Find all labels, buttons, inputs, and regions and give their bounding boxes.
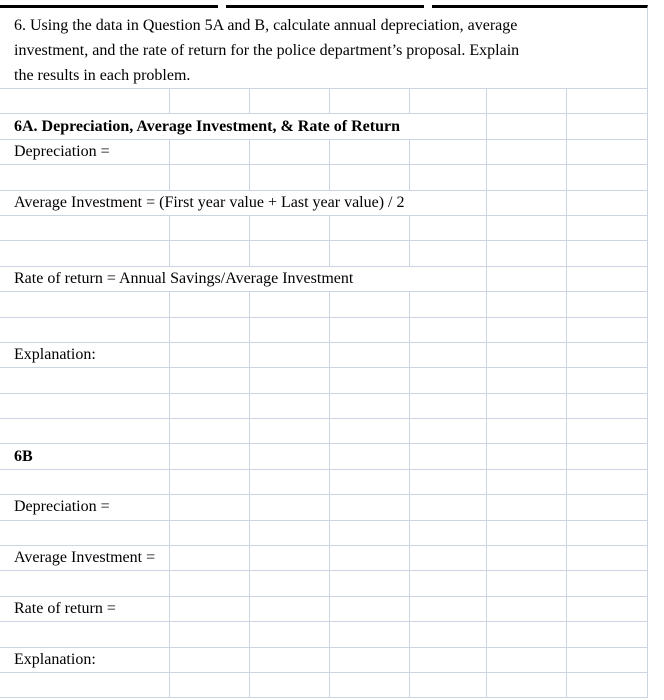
empty-cell[interactable]: [567, 622, 648, 646]
empty-cell[interactable]: [567, 343, 648, 367]
empty-cell[interactable]: [170, 444, 250, 468]
empty-cell[interactable]: [0, 571, 170, 595]
empty-cell[interactable]: [330, 444, 410, 468]
empty-cell[interactable]: [487, 165, 567, 189]
label-cell[interactable]: [0, 597, 170, 621]
empty-cell[interactable]: [330, 318, 410, 342]
grid-row: [0, 216, 648, 241]
grid-row: [0, 267, 648, 292]
question-line: 6. Using the data in Question 5A and B, calculate annual depreciation, average: [14, 17, 518, 34]
empty-cell[interactable]: [487, 571, 567, 595]
empty-cell[interactable]: [410, 343, 487, 367]
empty-cell[interactable]: [170, 292, 250, 316]
empty-cell[interactable]: [567, 89, 648, 113]
empty-cell[interactable]: [410, 546, 487, 570]
empty-cell[interactable]: [0, 89, 170, 113]
empty-cell[interactable]: [250, 241, 330, 265]
empty-cell[interactable]: [250, 597, 330, 621]
empty-cell[interactable]: [487, 241, 567, 265]
empty-cell[interactable]: [487, 343, 567, 367]
empty-cell[interactable]: [250, 444, 330, 468]
empty-cell[interactable]: [567, 318, 648, 342]
empty-cell[interactable]: [567, 216, 648, 240]
empty-cell[interactable]: [487, 318, 567, 342]
label-cell[interactable]: [0, 140, 170, 164]
grid-row: [0, 191, 648, 216]
grid-row: [0, 165, 648, 190]
empty-cell[interactable]: [410, 648, 487, 672]
empty-cell[interactable]: [410, 673, 487, 697]
empty-cell[interactable]: [170, 597, 250, 621]
empty-cell[interactable]: [487, 292, 567, 316]
empty-cell[interactable]: [0, 216, 170, 240]
cell-text: Average Investment =: [14, 549, 156, 567]
empty-cell[interactable]: [567, 165, 648, 189]
empty-cell[interactable]: [170, 368, 250, 392]
grid-row: [0, 140, 648, 165]
empty-cell[interactable]: [410, 597, 487, 621]
cell-text: Explanation:: [14, 346, 96, 364]
empty-cell[interactable]: [487, 444, 567, 468]
empty-cell[interactable]: [567, 140, 648, 164]
empty-cell[interactable]: [330, 495, 410, 519]
empty-cell[interactable]: [410, 495, 487, 519]
grid-row: [0, 444, 648, 469]
question-line: the results in each problem.: [14, 67, 191, 84]
empty-cell[interactable]: [250, 419, 330, 443]
empty-cell[interactable]: [170, 241, 250, 265]
empty-cell[interactable]: [330, 597, 410, 621]
grid-row: [0, 495, 648, 520]
border-gap: [424, 5, 432, 8]
cell-text: Average Investment = (First year value + Last year value) / 2: [14, 193, 405, 211]
grid-rows: [0, 89, 648, 698]
empty-cell[interactable]: [567, 114, 648, 138]
empty-cell[interactable]: [567, 495, 648, 519]
cell-text: 6A. Depreciation, Average Investment, & Rate of Return: [14, 117, 400, 135]
empty-cell[interactable]: [250, 292, 330, 316]
grid-row: [0, 241, 648, 266]
empty-cell[interactable]: [487, 546, 567, 570]
empty-cell[interactable]: [330, 216, 410, 240]
cell-text: 6B: [14, 447, 33, 465]
empty-cell[interactable]: [487, 368, 567, 392]
empty-cell[interactable]: [250, 673, 330, 697]
empty-cell[interactable]: [330, 343, 410, 367]
cell-text: Explanation:: [14, 650, 96, 668]
grid-row: [0, 546, 648, 571]
empty-cell[interactable]: [330, 140, 410, 164]
empty-cell[interactable]: [170, 648, 250, 672]
empty-cell[interactable]: [0, 470, 170, 494]
empty-cell[interactable]: [170, 165, 250, 189]
grid-row: [0, 368, 648, 393]
empty-cell[interactable]: [330, 292, 410, 316]
empty-cell[interactable]: [410, 216, 487, 240]
empty-cell[interactable]: [250, 343, 330, 367]
empty-cell[interactable]: [0, 521, 170, 545]
empty-cell[interactable]: [410, 368, 487, 392]
empty-cell[interactable]: [170, 419, 250, 443]
empty-cell[interactable]: [0, 368, 170, 392]
empty-cell[interactable]: [250, 546, 330, 570]
label-cell[interactable]: [0, 495, 170, 519]
empty-cell[interactable]: [410, 521, 487, 545]
empty-cell[interactable]: [410, 444, 487, 468]
empty-cell[interactable]: [567, 267, 648, 291]
empty-cell[interactable]: [0, 622, 170, 646]
empty-cell[interactable]: [0, 673, 170, 697]
grid-row: [0, 571, 648, 596]
empty-cell[interactable]: [170, 89, 250, 113]
label-cell[interactable]: [0, 444, 170, 468]
empty-cell[interactable]: [250, 495, 330, 519]
empty-cell[interactable]: [410, 318, 487, 342]
empty-cell[interactable]: [410, 394, 487, 418]
empty-cell[interactable]: [250, 622, 330, 646]
empty-cell[interactable]: [250, 521, 330, 545]
empty-cell[interactable]: [330, 546, 410, 570]
empty-cell[interactable]: [330, 571, 410, 595]
empty-cell[interactable]: [410, 241, 487, 265]
empty-cell[interactable]: [330, 241, 410, 265]
grid-row: [0, 648, 648, 673]
cell-text: Depreciation =: [14, 498, 110, 516]
empty-cell[interactable]: [0, 419, 170, 443]
empty-cell[interactable]: [410, 470, 487, 494]
label-cell[interactable]: [0, 267, 487, 291]
label-cell[interactable]: [0, 343, 170, 367]
empty-cell[interactable]: [410, 622, 487, 646]
empty-cell[interactable]: [330, 521, 410, 545]
empty-cell[interactable]: [250, 318, 330, 342]
label-cell[interactable]: [0, 191, 487, 215]
empty-cell[interactable]: [487, 622, 567, 646]
empty-cell[interactable]: [567, 241, 648, 265]
grid-row: [0, 292, 648, 317]
empty-cell[interactable]: [250, 140, 330, 164]
empty-cell[interactable]: [250, 394, 330, 418]
empty-cell[interactable]: [487, 140, 567, 164]
empty-cell[interactable]: [170, 470, 250, 494]
empty-cell[interactable]: [410, 140, 487, 164]
grid-row: [0, 114, 648, 139]
empty-cell[interactable]: [567, 419, 648, 443]
empty-cell[interactable]: [170, 521, 250, 545]
empty-cell[interactable]: [0, 394, 170, 418]
empty-cell[interactable]: [567, 470, 648, 494]
empty-cell[interactable]: [410, 571, 487, 595]
empty-cell[interactable]: [567, 673, 648, 697]
empty-cell[interactable]: [487, 673, 567, 697]
empty-cell[interactable]: [567, 546, 648, 570]
empty-cell[interactable]: [0, 241, 170, 265]
empty-cell[interactable]: [0, 292, 170, 316]
empty-cell[interactable]: [487, 470, 567, 494]
empty-cell[interactable]: [487, 191, 567, 215]
empty-cell[interactable]: [567, 597, 648, 621]
empty-cell[interactable]: [567, 521, 648, 545]
empty-cell[interactable]: [487, 495, 567, 519]
grid-row: [0, 394, 648, 419]
empty-cell[interactable]: [487, 648, 567, 672]
grid-row: [0, 521, 648, 546]
empty-cell[interactable]: [170, 546, 250, 570]
empty-cell[interactable]: [410, 89, 487, 113]
empty-cell[interactable]: [487, 89, 567, 113]
empty-cell[interactable]: [487, 216, 567, 240]
empty-cell[interactable]: [170, 571, 250, 595]
empty-cell[interactable]: [250, 571, 330, 595]
empty-cell[interactable]: [250, 89, 330, 113]
empty-cell[interactable]: [487, 419, 567, 443]
empty-cell[interactable]: [567, 648, 648, 672]
label-cell[interactable]: [0, 546, 170, 570]
empty-cell[interactable]: [330, 470, 410, 494]
empty-cell[interactable]: [250, 648, 330, 672]
empty-cell[interactable]: [567, 292, 648, 316]
label-cell[interactable]: [0, 648, 170, 672]
label-cell[interactable]: [0, 114, 487, 138]
empty-cell[interactable]: [567, 368, 648, 392]
grid-row: [0, 470, 648, 495]
empty-cell[interactable]: [487, 521, 567, 545]
border-gap: [218, 5, 226, 8]
grid-row: [0, 419, 648, 444]
empty-cell[interactable]: [410, 292, 487, 316]
empty-cell[interactable]: [330, 368, 410, 392]
grid-row: [0, 673, 648, 698]
empty-cell[interactable]: [567, 394, 648, 418]
empty-cell[interactable]: [487, 114, 567, 138]
empty-cell[interactable]: [250, 470, 330, 494]
grid-row: [0, 318, 648, 343]
empty-cell[interactable]: [567, 444, 648, 468]
empty-cell[interactable]: [170, 673, 250, 697]
empty-cell[interactable]: [250, 368, 330, 392]
question-cell[interactable]: [0, 5, 648, 89]
grid-row: [0, 343, 648, 368]
empty-cell[interactable]: [330, 394, 410, 418]
empty-cell[interactable]: [170, 622, 250, 646]
empty-cell[interactable]: [0, 318, 170, 342]
empty-cell[interactable]: [330, 622, 410, 646]
empty-cell[interactable]: [330, 673, 410, 697]
grid-row: [0, 89, 648, 114]
empty-cell[interactable]: [170, 495, 250, 519]
grid-row: [0, 622, 648, 647]
grid-row: [0, 597, 648, 622]
empty-cell[interactable]: [250, 216, 330, 240]
cell-text: Depreciation =: [14, 142, 110, 160]
empty-cell[interactable]: [170, 216, 250, 240]
cell-text: Rate of return = Annual Savings/Average Investment: [14, 269, 354, 287]
empty-cell[interactable]: [170, 394, 250, 418]
empty-cell[interactable]: [487, 597, 567, 621]
empty-cell[interactable]: [567, 191, 648, 215]
cell-text: Rate of return =: [14, 600, 116, 617]
empty-cell[interactable]: [330, 165, 410, 189]
empty-cell[interactable]: [487, 394, 567, 418]
empty-cell[interactable]: [330, 89, 410, 113]
empty-cell[interactable]: [0, 165, 170, 189]
empty-cell[interactable]: [567, 571, 648, 595]
empty-cell[interactable]: [250, 165, 330, 189]
empty-cell[interactable]: [170, 343, 250, 367]
empty-cell[interactable]: [487, 267, 567, 291]
empty-cell[interactable]: [170, 140, 250, 164]
empty-cell[interactable]: [330, 648, 410, 672]
empty-cell[interactable]: [410, 165, 487, 189]
question-line: investment, and the rate of return for the police department’s proposal. Explain: [14, 42, 520, 59]
empty-cell[interactable]: [330, 419, 410, 443]
empty-cell[interactable]: [170, 318, 250, 342]
empty-cell[interactable]: [410, 419, 487, 443]
